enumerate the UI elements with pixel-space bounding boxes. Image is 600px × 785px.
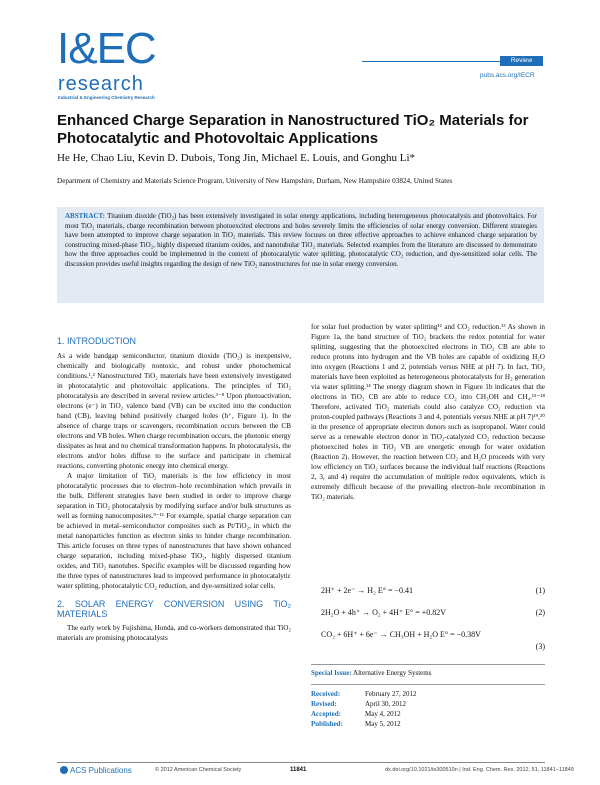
equation-2 xyxy=(311,607,545,629)
dates xyxy=(311,684,545,729)
acs-publications-logo xyxy=(60,766,132,775)
header-rule xyxy=(362,61,500,62)
left-column xyxy=(57,336,291,643)
date-label: Revised: xyxy=(311,700,337,708)
section-heading-introduction: 1. INTRODUCTION xyxy=(57,336,137,346)
equation-text: 2H⁺ + 2e⁻ → H₂ E° = −0.41 xyxy=(321,586,413,595)
date-label: Published: xyxy=(311,720,343,728)
paragraph: The early work by Fujishima, Honda, and co-workers demonstrated that TiO₂ materials are promising photocatalysts xyxy=(57,624,291,642)
date-received xyxy=(311,689,545,699)
article-info xyxy=(311,664,545,729)
review-tag: Review xyxy=(500,56,543,66)
paragraph: As a wide bandgap semiconductor, titanium dioxide (TiO₂) is inexpensive, chemically and biologically nontoxic, and robust under photochemical conditions.¹,² Nanostructured TiO₂ materials have been extensively investigated in photocatalytic and photovoltaic applications. The principles of TiO₂ photocatalysis are described in several review articles.³⁻⁸ Upon photoactivation, electrons (e⁻) in TiO₂ valence band (VB) can be excited into the conduction band (CB), leaving behind positively charged holes (h⁺, Figure 1). In the absence of charge traps or scavengers, recombination occurs between the CB electrons and VB holes. When charge recombination occurs, the photonic energy dissipates as heat and no chemical transformation happens. In photocatalysis, the electrons and/or holes diffuse to the surface and participate in chemical reactions, converting photonic energy into chemical energy. xyxy=(57,352,291,470)
special-issue-label: Special Issue: xyxy=(311,669,352,677)
date-value: April 30, 2012 xyxy=(365,700,407,708)
date-accepted xyxy=(311,709,545,719)
equation-3 xyxy=(311,629,545,655)
date-value: May 4, 2012 xyxy=(365,710,401,718)
date-value: May 5, 2012 xyxy=(365,720,401,728)
date-value: February 27, 2012 xyxy=(365,690,417,698)
copyright: © 2012 American Chemical Society xyxy=(155,767,242,773)
affiliation: Department of Chemistry and Materials Science Program, University of New Hampshire, Durham, New Hampshire 03824, United States xyxy=(57,177,453,185)
journal-url[interactable]: pubs.acs.org/IECR xyxy=(480,72,535,79)
right-column xyxy=(311,322,545,502)
journal-logo-subtitle: Industrial & Engineering Chemistry Research xyxy=(58,95,155,100)
footer-rule xyxy=(57,762,545,763)
authors: He He, Chao Liu, Kevin D. Dubois, Tong Jin, Michael E. Louis, and Gonghu Li* xyxy=(57,152,416,164)
equations xyxy=(311,585,545,655)
date-label: Accepted: xyxy=(311,710,341,718)
equation-1 xyxy=(311,585,545,607)
paragraph: for solar fuel production by water splitting¹² and CO₂ reduction.¹³ As shown in Figure 1a, the band structure of TiO₂ brackets the redox potential for water splitting, suggesting that the photoexcited electrons in TiO₂ CB are able to reduce protons into hydrogen and the VB holes are capable of oxidizing H₂O into oxygen (Reactions 1 and 2, potentials versus NHE at pH 7). In fact, TiO₂ materials have been exploited as heterogeneous photocatalysts for H₂ generation via water splitting.¹⁴ The energy diagram shown in Figure 1b indicates that the electrons in TiO₂ CB are able to reduce CO₂ into CH₃OH and CH₄.¹⁵⁻¹⁸ Therefore, activated TiO₂ materials could also catalyze CO₂ reduction via proton-coupled pathways (Reactions 3 and 4, potentials versus NHE at pH 7)¹⁹,²⁰ in the presence of appropriate electron donors such as isopropanol. Water could serve as a renewable electron donor in TiO₂-catalyzed CO₂ reduction because photoexcited holes in TiO₂ VB are energetic enough for water oxidation (Reaction 2). However, the reaction between CO₂ and H₂O proceeds with very low efficiency on TiO₂ surfaces because the individual half reactions (Reactions 2, 3, and 4) require the accumulation of multiple redox equivalents, which is extremely difficult because of the prevailing electron–hole recombination in TiO₂ materials. xyxy=(311,323,545,501)
paragraph: A major limitation of TiO₂ materials is the low efficiency in most photocatalytic processes due to electron–hole recombination which prevails in the bulk. Different strategies have been studied in order to improve charge separation in TiO₂ photocatalysis by modifying surface and/or bulk structures as well as forming nanocomposites.⁹⁻¹¹ For example, spatial charge separation can be achieved in metal–semiconductor composites such as Pt/TiO₂, in which the metal nanoparticles function as electron sinks to hinder charge recombination. This article focuses on three types of nanostructures that have shown enhanced charge separation, including mixed-phase TiO₂, highly dispersed titanium oxides, and TiO₂ nanotubes. Specific examples will be discussed regarding how the three types of nanostructures lead to improved performance in photocatalytic water splitting, photocatalytic CO₂ reduction, and dye-sensitized solar cells. xyxy=(57,472,291,590)
equation-number: (1) xyxy=(535,586,545,595)
acs-mark-icon xyxy=(60,766,68,774)
article-title: Enhanced Charge Separation in Nanostructured TiO₂ Materials for Photocatalytic and Photovoltaic Applications xyxy=(57,112,529,147)
equation-number: (3) xyxy=(535,642,545,651)
abstract-text: Titanium dioxide (TiO₂) has been extensively investigated in solar energy applications, including heterogeneous photocatalysis and photovoltaics. For most TiO₂ materials, charge recombination between photoexcited electrons and holes severely limits the efficiencies of solar energy conversion. Different strategies have been attempted to improve charge separation in TiO₂ materials. This review focuses on three effective approaches to achieve enhanced charge separation by constructing mixed-phase TiO₂, highly dispersed titanium oxides, and nanotubular TiO₂ materials. Selected examples from the literature are discussed to demonstrate how the three approaches could be implemented in the context of photocatalytic water splitting, photocatalytic CO₂ reduction, and dye-sensitized solar cells. The discussion provides useful insights regarding the design of new TiO₂ nanostructures for use in solar energy conversion. xyxy=(65,212,538,268)
date-revised xyxy=(311,699,545,709)
equation-text: CO₂ + 6H⁺ + 6e⁻ → CH₃OH + H₂O E° = −0.38V xyxy=(321,630,481,639)
abstract-label: ABSTRACT: xyxy=(65,212,105,220)
section-heading-solar: 2. SOLAR ENERGY CONVERSION USING TiO₂ MATERIALS xyxy=(57,599,291,619)
equation-number: (2) xyxy=(535,608,545,617)
page-number: 11841 xyxy=(290,767,307,773)
acs-label: ACS Publications xyxy=(70,766,132,775)
journal-logo-research: research xyxy=(58,73,144,95)
abstract xyxy=(65,212,537,270)
journal-logo: I&EC xyxy=(57,24,156,73)
doi-citation[interactable]: dx.doi.org/10.1021/ie300510n | Ind. Eng. Chem. Res. 2012, 51, 11841−11849 xyxy=(385,767,574,773)
special-issue-value: Alternative Energy Systems xyxy=(353,669,432,677)
date-published xyxy=(311,719,545,729)
special-issue xyxy=(311,664,545,678)
equation-text: 2H₂O + 4h⁺ → O₂ + 4H⁺ E° = +0.82V xyxy=(321,608,447,617)
date-label: Received: xyxy=(311,690,341,698)
